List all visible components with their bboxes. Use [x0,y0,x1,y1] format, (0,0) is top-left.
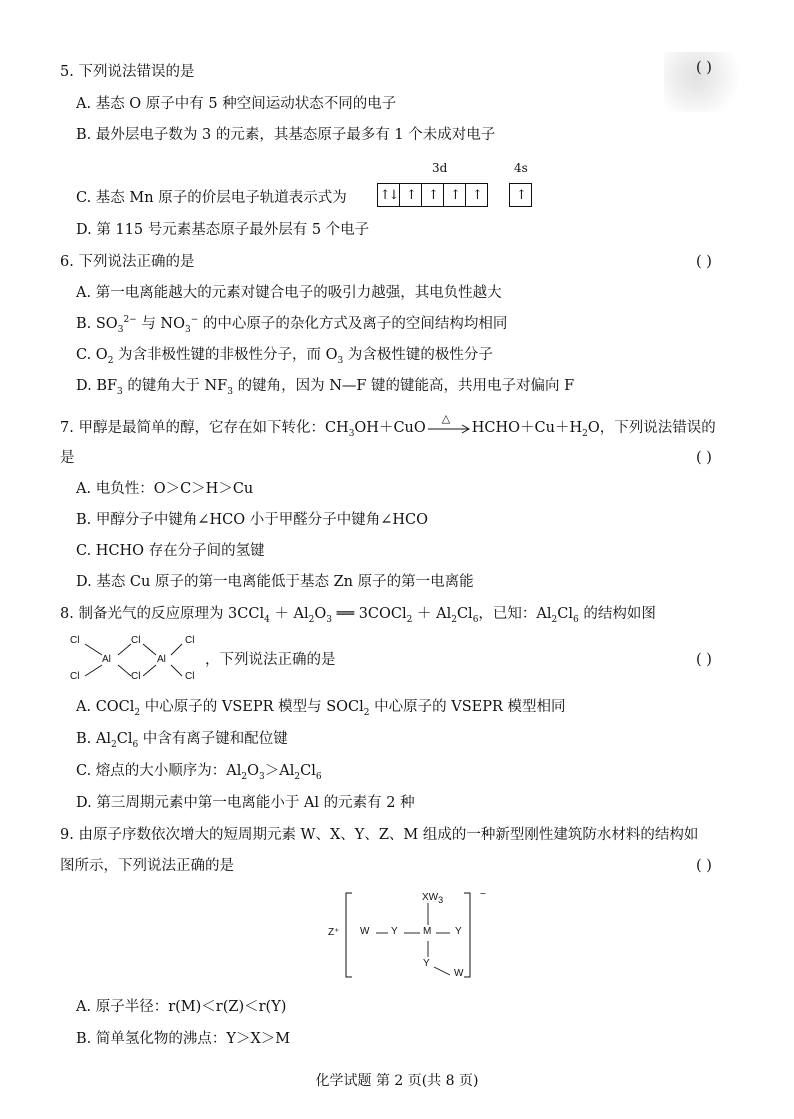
anion-charge: − [480,889,486,900]
q6c-text: 为含非极性键的非极性分子，而 O [113,347,338,363]
q8a-sub: 2 [363,707,370,718]
orbital-box: ↑ [422,184,444,206]
q8c-sub: 3 [259,771,265,782]
q8-text: 8. 制备光气的反应原理为 3CCl [60,606,265,622]
orbital-label-3d: 3d [432,161,448,175]
q6b-sup: 2− [123,315,137,326]
q8-text: ＋ Al [269,606,309,622]
q8-option-b [76,729,288,749]
q8-sub: 2 [308,614,315,625]
q8c-text: ＞Al [264,763,295,779]
q7-stem-line2: 是 [60,450,75,466]
q8-text: O [314,606,327,622]
q8a-text: 中心原子的 VSEPR 模型相同 [369,699,566,715]
atom-m: M [423,926,432,937]
q5-option-b: B. 最外层电子数为 3 的元素，其基态原子最多有 1 个未成对电子 [76,127,496,143]
group-xw3 [422,892,443,903]
q7-stem [60,412,716,439]
q5-option-d: D. 第 115 号元素基态原子最外层有 5 个电子 [76,222,370,238]
orbital-label-4s: 4s [514,161,528,175]
q8c-sub: 2 [241,771,248,782]
q8-sub: 4 [264,614,270,625]
q6d-sub: 3 [117,386,123,397]
q8b-sub: 2 [110,739,117,750]
q8-sub: 2 [551,614,558,625]
q8a-text: 中心原子的 VSEPR 模型与 SOCl [140,699,364,715]
q9-option-a: A. 原子半径：r(M)＜r(Z)＜r(Y) [76,999,287,1015]
q6b-sub: 3 [185,324,191,335]
q6c-text: C. O [76,347,108,363]
q6c-sub: 3 [337,355,344,366]
q8-option-c [76,761,322,781]
orbital-box: ↑↓ [378,184,400,206]
q7-option-b: B. 甲醇分子中键角∠HCO 小于甲醛分子中键角∠HCO [76,512,429,528]
orbital-box: ↑ [516,187,525,203]
q7-option-d: D. 基态 Cu 原子的第一电离能低于基态 Zn 原子的第一电离能 [76,574,474,590]
atom-cl: Cl [131,635,141,646]
q6-option-c [76,345,493,365]
xw3-sub: 3 [438,895,444,905]
q6d-text: 的键角，因为 N—F 键的键能高，共用电子对偏向 F [232,378,575,394]
q6b-text: 与 NO [136,316,186,332]
q7-option-c: C. HCHO 存在分子间的氢键 [76,543,265,559]
atom-cl: Cl [70,671,80,682]
q8-sub: 6 [472,614,479,625]
q8-stem-line2: ，下列说法正确的是 [205,652,336,668]
q6-option-b [76,314,507,334]
q8-answer-paren: ( ) [696,652,712,668]
q8c-text: Cl [300,763,316,779]
q7-text: HCHO＋Cu＋H [471,420,583,436]
q6b-text: 的中心原子的杂化方式及离子的空间结构均相同 [198,316,508,332]
q8-text: Cl [456,606,473,622]
atom-w: W [454,968,464,979]
q6c-sub: 2 [107,355,114,366]
xw3-text: XW [422,892,439,903]
atom-cl: Cl [70,635,80,646]
reaction-arrow [426,412,472,435]
q8-sub: 3 [326,614,333,625]
atom-al: Al [102,654,111,665]
q8c-text: O [247,763,260,779]
q8-option-d: D. 第三周期元素中第一电离能小于 Al 的元素有 2 种 [76,795,415,811]
heat-condition: △ [441,412,451,425]
orbital-box: ↑ [444,184,466,206]
q7-text: OH＋CuO [354,420,426,436]
q7-option-a: A. 电负性：O＞C＞H＞Cu [76,481,254,497]
q8c-text: C. 熔点的大小顺序为：Al [76,763,242,779]
q8b-sub: 6 [132,739,139,750]
page-footer: 化学试题 第 2 页(共 8 页) [315,1073,479,1089]
q9-answer-paren: ( ) [696,858,712,874]
orbital-box: ↑ [400,184,422,206]
q6c-text: 为含极性键的极性分子 [343,347,493,363]
q8c-sub: 2 [294,771,301,782]
q8-option-a [76,697,566,717]
q8-text: ＋ Al [412,606,452,622]
q7-text: 7. 甲醇是最简单的醇，它存在如下转化：CH [60,420,349,436]
q6d-text: 的键角大于 NF [122,378,228,394]
q5-stem: 5. 下列说法错误的是 [60,64,195,80]
q6-answer-paren: ( ) [696,254,712,270]
q8a-sub: 2 [134,707,141,718]
q9-option-b: B. 简单氢化物的沸点：Y＞X＞M [76,1031,291,1047]
q8-text: ，已知：Al [478,606,552,622]
q6-stem: 6. 下列说法正确的是 [60,254,195,270]
q8-text: Cl [557,606,573,622]
q8-sub: 2 [406,614,413,625]
q6-option-d [76,376,574,396]
q7-answer-paren: ( ) [696,450,712,466]
q6d-text: D. BF [76,378,118,394]
q7-sub: 2 [582,428,588,439]
q8-sub: 6 [573,614,579,625]
q7-text: O，下列说法错误的 [587,420,716,436]
q8-text: 的结构如图 [578,606,656,622]
orbital-diagram-3d [377,183,488,207]
arrow-icon [426,421,472,435]
q5-option-a: A. 基态 O 原子中有 5 种空间运动状态不同的电子 [76,96,397,112]
q9-stem-line2: 图所示，下列说法正确的是 [60,858,234,874]
q9-stem: 9. 由原子序数依次增大的短周期元素 W、X、Y、Z、M 组成的一种新型刚性建筑防水材料的结构如 [60,827,699,843]
q8c-sub: 6 [315,771,322,782]
atom-cl: Cl [131,671,141,682]
q6b-text: B. SO [76,316,118,332]
q6d-sub: 3 [227,386,233,397]
q8-text: ══ 3COCl [332,606,407,622]
q5-option-c: C. 基态 Mn 原子的价层电子轨道表示式为 [76,190,347,206]
q8a-text: A. COCl [76,699,135,715]
orbital-diagram-4s [509,183,532,207]
atom-al: Al [157,654,166,665]
atom-y: Y [455,926,462,937]
q5-answer-paren: ( ) [696,60,712,76]
atom-y: Y [391,926,398,937]
q7-sub: 3 [348,428,355,439]
q8b-text: B. Al [76,731,111,747]
orbital-box: ↑ [472,187,481,203]
q8-stem [60,604,656,624]
q6b-sup: − [190,315,199,326]
z-cation: Z⁺ [328,927,340,938]
q8b-text: Cl [116,731,133,747]
q8-sub: 2 [451,614,457,625]
q8b-text: 中含有离子键和配位键 [138,731,288,747]
q6b-sub: 3 [117,324,124,335]
atom-w: W [360,926,370,937]
atom-y: Y [423,958,430,969]
atom-cl: Cl [185,671,195,682]
q6-option-a: A. 第一电离能越大的元素对键合电子的吸引力越强，其电负性越大 [76,285,502,301]
atom-cl: Cl [185,635,195,646]
